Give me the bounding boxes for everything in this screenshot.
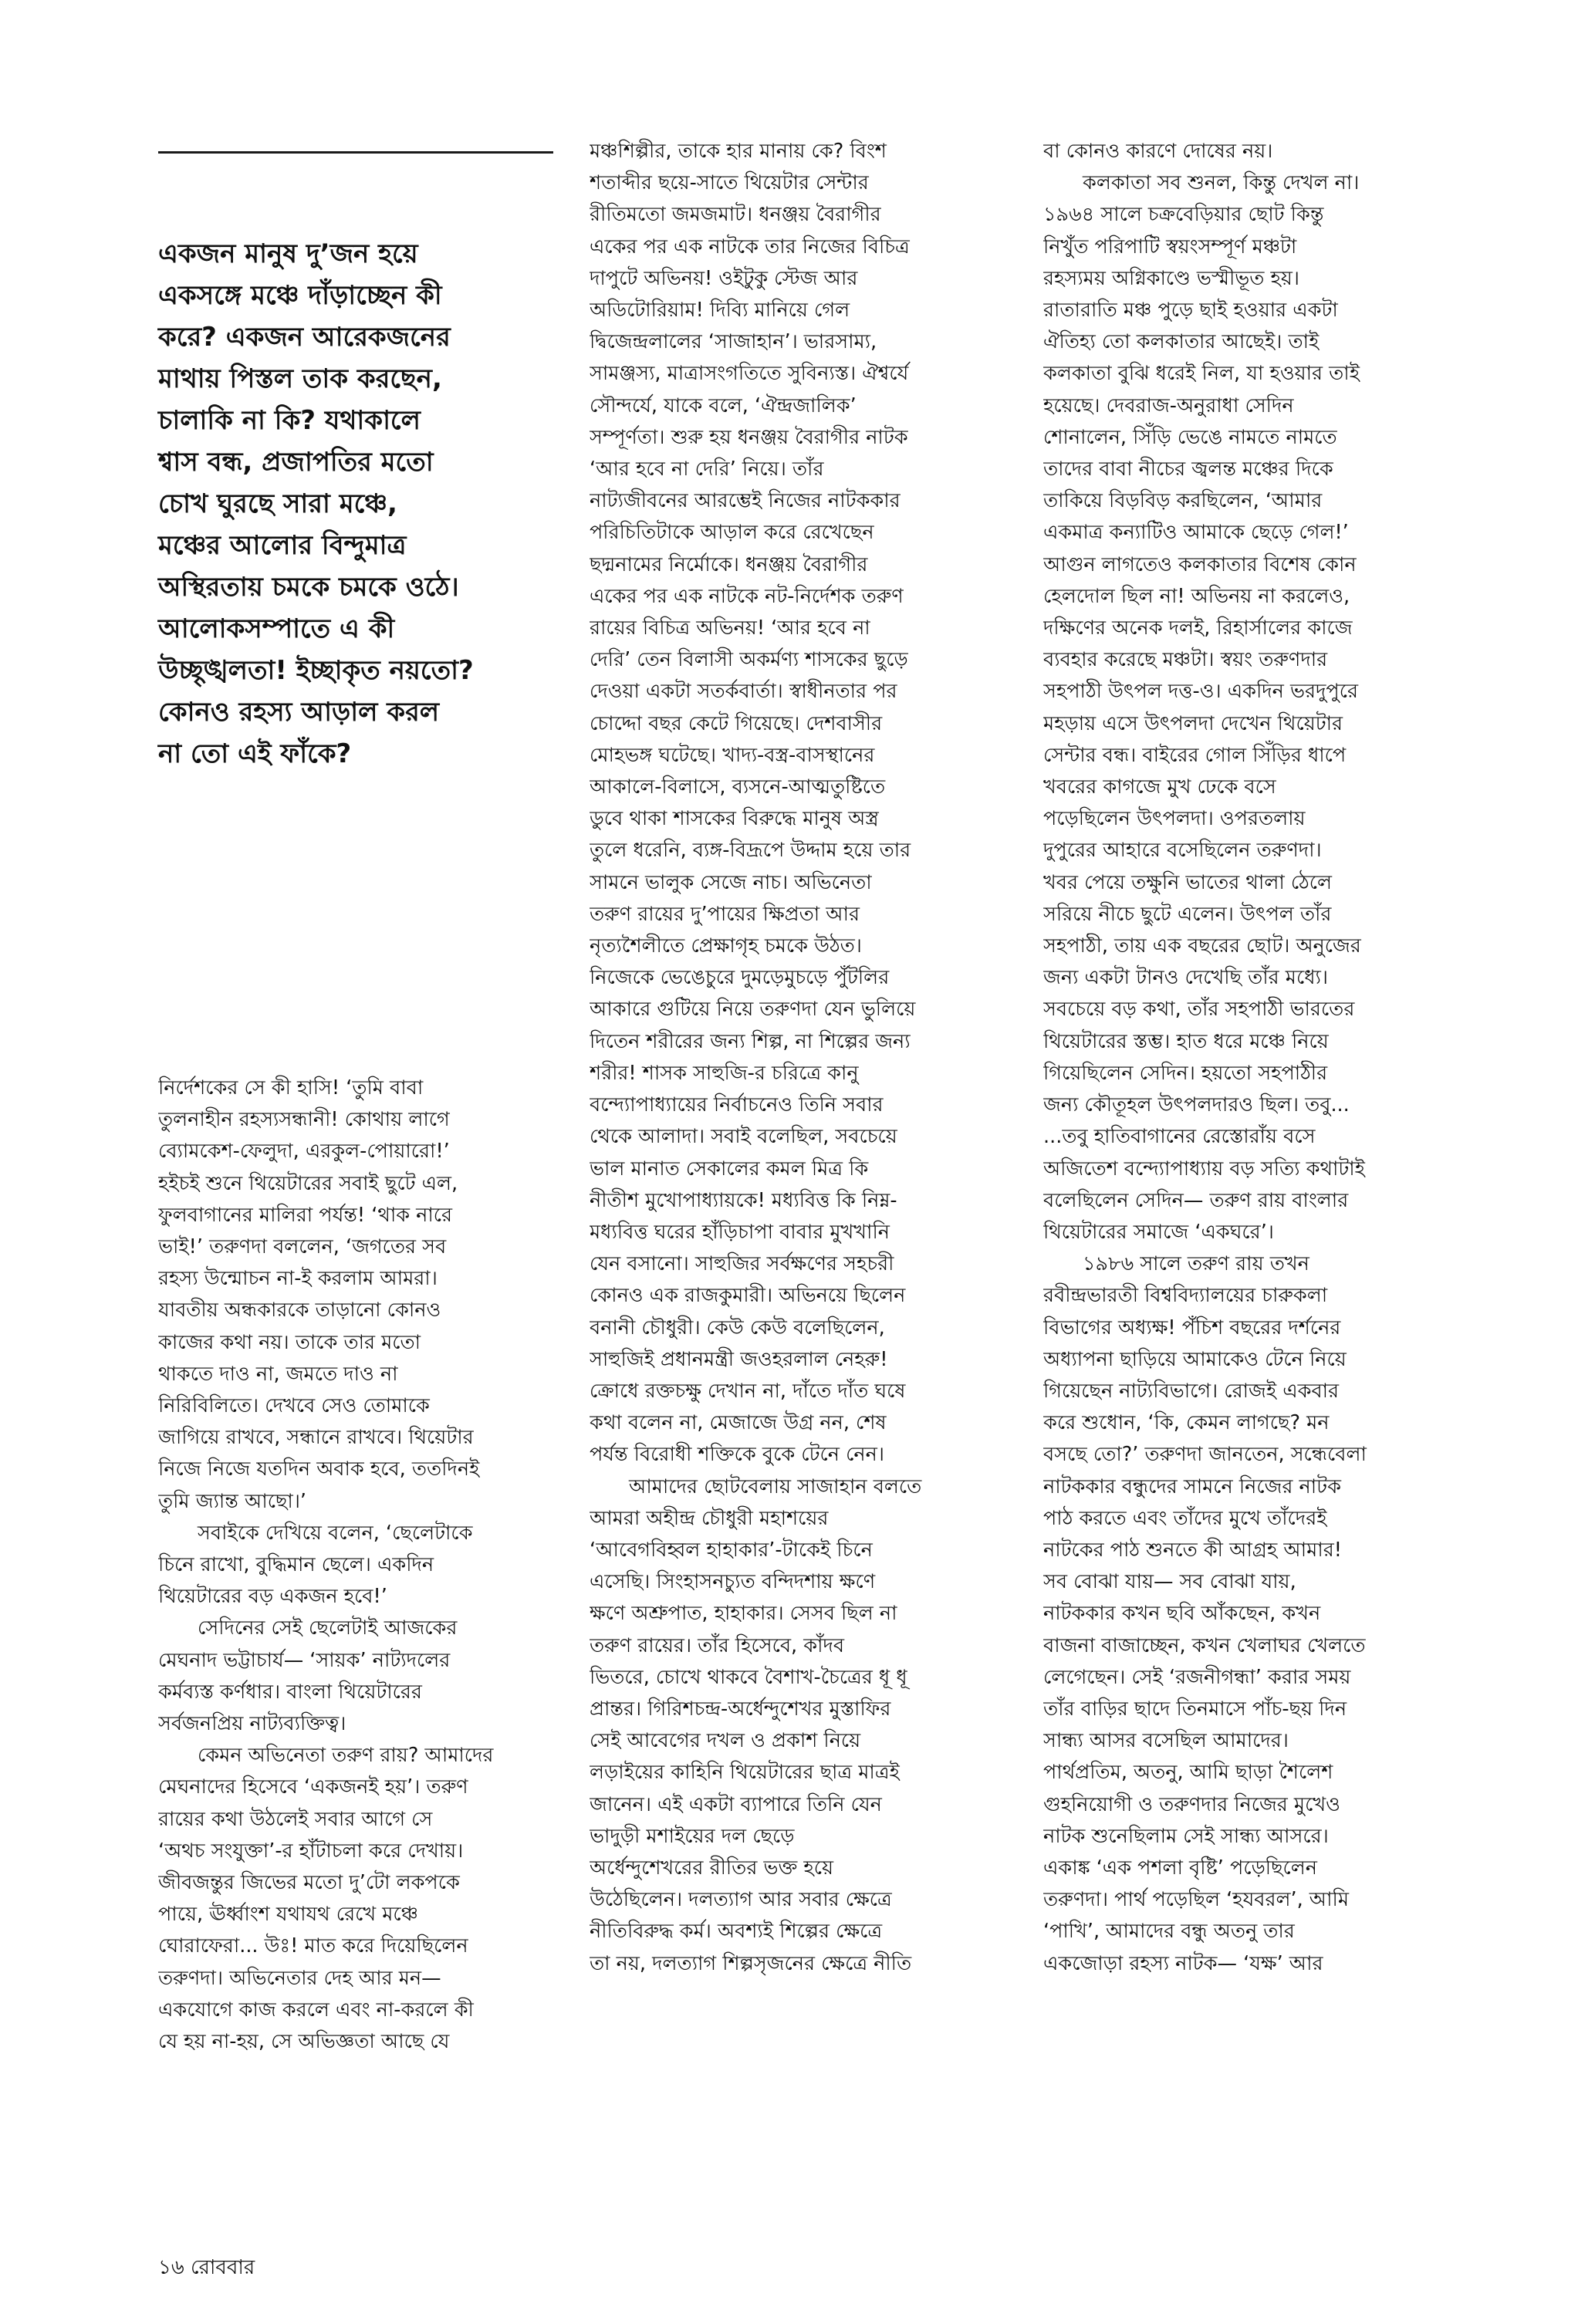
- article-line: ব্যোমকেশ-ফেলুদা, এরকুল-পোয়ারো!’: [158, 1140, 450, 1164]
- article-line: মহড়ায় এসে উৎপলদা দেখেন থিয়েটার: [1043, 711, 1343, 735]
- article-line: সরিয়ে নীচে ছুটে এলেন। উৎপল তাঁর: [1043, 902, 1332, 926]
- article-line: আমাদের ছোটবেলায় সাজাহান বলতে: [590, 1474, 922, 1498]
- article-line: পর্যন্ত বিরোধী শক্তিকে বুকে টেনে নেন।: [590, 1443, 884, 1467]
- article-line: ভাই!’ তরুণদা বললেন, ‘জগতের সব: [158, 1235, 447, 1259]
- pull-quote-line: কোনও রহস্য আড়াল করল: [158, 697, 440, 728]
- article-line: রীতিমতো জমজমাট। ধনঞ্জয় বৈরাগীর: [590, 203, 881, 227]
- article-line: সাহুজিই প্রধানমন্ত্রী জওহরলাল নেহরু!: [590, 1347, 888, 1371]
- article-line: নাটককার বন্ধুদের সামনে নিজের নাটক: [1043, 1474, 1341, 1498]
- article-line: অর্ধেন্দুশেখরের রীতির ভক্ত হয়ে: [590, 1856, 833, 1880]
- article-line: নিজেকে ভেঙেচুরে দুমড়েমুচড়ে পুঁটলির: [590, 966, 890, 990]
- article-line: ‘আবেগবিহ্বল হাহাকার’-টাকেই চিনে: [590, 1538, 873, 1562]
- article-line: দেওয়া একটা সতর্কবার্তা। স্বাধীনতার পর: [590, 680, 897, 704]
- article-line: বাজনা বাজাচ্ছেন, কখন খেলাঘর খেলতে: [1043, 1633, 1366, 1657]
- article-line: নৃত্যশৈলীতে প্রেক্ষাগৃহ চমকে উঠত।: [590, 934, 862, 958]
- article-line: ‘আর হবে না দেরি’ নিয়ে। তাঁর: [590, 458, 824, 481]
- article-line: ঐতিহ্য তো কলকাতার আছেই। তাই: [1043, 330, 1320, 354]
- pull-quote-line: আলোকসম্পাতে এ কী: [158, 613, 395, 644]
- pull-quote-line: অস্থিরতায় চমকে চমকে ওঠে।: [158, 572, 459, 603]
- article-line: নাটককার কখন ছবি আঁকছেন, কখন: [1043, 1602, 1321, 1626]
- article-line: আকালে-বিলাসে, ব্যসনে-আত্মতুষ্টিতে: [590, 775, 886, 799]
- article-line: একযোগে কাজ করলে এবং না-করলে কী: [158, 1998, 474, 2022]
- article-line: বনানী চৌধুরী। কেউ কেউ বলেছিলেন,: [590, 1316, 885, 1339]
- article-line: তরুণদা। পার্থ পড়েছিল ‘হযবরল’, আমি: [1043, 1888, 1349, 1912]
- article-line: মেঘনাদ ভট্টাচার্য— ‘সায়ক’ নাট্যদলের: [158, 1648, 451, 1672]
- article-line: রহস্য উন্মোচন না-ই করলাম আমরা।: [158, 1267, 438, 1291]
- pull-quote-line: শ্বাস বন্ধ, প্রজাপতির মতো: [158, 447, 434, 478]
- article-line: শোনালেন, সিঁড়ি ভেঙে নামতে নামতে: [1043, 425, 1337, 449]
- article-line: ঘোরাফেরা... উঃ! মাত করে দিয়েছিলেন: [158, 1934, 468, 1958]
- article-line: তরুণদা। অভিনেতার দেহ আর মন—: [158, 1966, 441, 1990]
- article-line: থিয়েটারের স্তম্ভ। হাত ধরে মঞ্চে নিয়ে: [1043, 1029, 1329, 1053]
- article-line: তুলনাহীন রহস্যসন্ধানী! কোথায় লাগে: [158, 1108, 450, 1132]
- article-line: ডুবে থাকা শাসকের বিরুদ্ধে মানুষ অস্ত্র: [590, 807, 879, 831]
- article-line: নাটক শুনেছিলাম সেই সান্ধ্য আসরে।: [1043, 1824, 1329, 1848]
- article-line: দক্ষিণের অনেক দলই, রিহার্সালের কাজে: [1043, 616, 1353, 640]
- article-line: গিয়েছেন নাট্যবিভাগে। রোজই একবার: [1043, 1379, 1340, 1403]
- pull-quote-line: করে? একজন আরেকজনের: [158, 322, 451, 353]
- article-line: পায়ে, ঊর্ধ্বাংশ যথাযথ রেখে মঞ্চে: [158, 1903, 418, 1927]
- pull-quote-line: একসঙ্গে মঞ্চে দাঁড়াচ্ছেন কী: [158, 280, 442, 311]
- article-line: তুমি জ্যান্ত আছো।’: [158, 1489, 307, 1513]
- article-line: তরুণ রায়ের দু’পায়ের ক্ষিপ্রতা আর: [590, 902, 860, 926]
- article-line: ...তবু হাতিবাগানের রেস্তোরাঁয় বসে: [1043, 1125, 1316, 1149]
- pull-quote-line: উচ্ছৃঙ্খলতা! ইচ্ছাকৃত নয়তো?: [158, 655, 474, 686]
- article-line: পরিচিতিটাকে আড়াল করে রেখেছেন: [590, 521, 874, 545]
- article-line: কলকাতা সব শুনল, কিন্তু দেখল না।: [1043, 171, 1360, 195]
- article-line: সবাইকে দেখিয়ে বলেন, ‘ছেলেটাকে: [158, 1521, 473, 1545]
- article-line: হয়েছে। দেবরাজ-অনুরাধা সেদিন: [1043, 394, 1294, 417]
- article-line: একাঙ্ক ‘এক পশলা বৃষ্টি’ পড়েছিলেন: [1043, 1856, 1317, 1880]
- pull-quote-line: মাথায় পিস্তল তাক করছেন,: [158, 363, 442, 394]
- article-line: অধ্যাপনা ছাড়িয়ে আমাকেও টেনে নিয়ে: [1043, 1347, 1347, 1371]
- article-line: রায়ের কথা উঠলেই সবার আগে সে: [158, 1807, 433, 1831]
- article-line: কলকাতা বুঝি ধরেই নিল, যা হওয়ার তাই: [1043, 362, 1360, 386]
- article-line: বলেছিলেন সেদিন— তরুণ রায় বাংলার: [1043, 1188, 1349, 1212]
- article-line: সবচেয়ে বড় কথা, তাঁর সহপাঠী ভারতের: [1043, 998, 1355, 1022]
- article-line: ভিতরে, চোখে থাকবে বৈশাখ-চৈত্রের ধূ ধূ: [590, 1665, 907, 1689]
- article-line: ভাল মানাত সেকালের কমল মিত্র কি: [590, 1157, 869, 1181]
- article-line: লড়াইয়ের কাহিনি থিয়েটারের ছাত্র মাত্রই: [590, 1761, 900, 1785]
- pull-quote-line: চোখ ঘুরছে সারা মঞ্চে,: [158, 488, 397, 519]
- article-line: পড়েছিলেন উৎপলদা। ওপরতলায়: [1043, 807, 1306, 831]
- article-line: মেঘনাদের হিসেবে ‘একজনই হয়’। তরুণ: [158, 1775, 468, 1799]
- article-line: রবীন্দ্রভারতী বিশ্ববিদ্যালয়ের চারুকলা: [1043, 1284, 1328, 1308]
- article-line: সামনে ভালুক সেজে নাচ। অভিনেতা: [590, 870, 872, 894]
- article-line: তাদের বাবা নীচের জ্বলন্ত মঞ্চের দিকে: [1043, 458, 1333, 481]
- article-line: থিয়েটারের বড় একজন হবে!’: [158, 1585, 387, 1609]
- article-line: তাঁর বাড়ির ছাদে তিনমাসে পাঁচ-ছয় দিন: [1043, 1697, 1347, 1721]
- article-line: একজোড়া রহস্য নাটক— ‘যক্ষ’ আর: [1043, 1951, 1323, 1975]
- article-line: নির্দেশকের সে কী হাসি! ‘তুমি বাবা: [158, 1076, 424, 1100]
- article-line: সেই আবেগের দখল ও প্রকাশ নিয়ে: [590, 1729, 861, 1753]
- article-line: রাতারাতি মঞ্চ পুড়ে ছাই হওয়ার একটা: [1043, 299, 1338, 323]
- article-line: নীতিবিরুদ্ধ কর্ম। অবশ্যই শিল্পের ক্ষেত্রে: [590, 1920, 883, 1944]
- article-line: খবর পেয়ে তক্ষুনি ভাতের থালা ঠেলে: [1043, 870, 1333, 894]
- article-line: অজিতেশ বন্দ্যোপাধ্যায় বড় সত্যি কথাটাই: [1043, 1157, 1365, 1181]
- article-line: ১৯৬৪ সালে চক্রবেড়িয়ার ছোট কিন্তু: [1043, 203, 1324, 227]
- article-line: চোদ্দো বছর কেটে গিয়েছে। দেশবাসীর: [590, 711, 883, 735]
- article-line: তরুণ রায়ের। তাঁর হিসেবে, কাঁদব: [590, 1633, 845, 1657]
- article-line: মোহভঙ্গ ঘটেছে। খাদ্য-বস্ত্র-বাসস্থানের: [590, 743, 875, 767]
- article-line: নাট্যজীবনের আরম্ভেই নিজের নাটককার: [590, 489, 901, 513]
- article-line: ‘পাখি’, আমাদের বন্ধু অতনু তার: [1043, 1920, 1295, 1944]
- article-line: সেন্টার বন্ধ। বাইরের গোল সিঁড়ির ধাপে: [1043, 743, 1347, 767]
- article-line: পার্থপ্রতিম, অতনু, আমি ছাড়া শৈলেশ: [1043, 1761, 1333, 1785]
- pull-quote-line: মঞ্চের আলোর বিন্দুমাত্র: [158, 530, 407, 561]
- article-line: জানেন। এই একটা ব্যাপারে তিনি যেন: [590, 1792, 882, 1816]
- article-line: ক্রোধে রক্তচক্ষু দেখান না, দাঁতে দাঁত ঘষে: [590, 1379, 906, 1403]
- article-line: সামঞ্জস্য, মাত্রাসংগতিতে সুবিন্যস্ত। ঐশ্বর্যে: [590, 362, 909, 386]
- article-line: বন্দ্যোপাধ্যায়ের নির্বাচনেও তিনি সবার: [590, 1093, 884, 1117]
- article-line: নিখুঁত পরিপাটি স্বয়ংসম্পূর্ণ মঞ্চটা: [1043, 235, 1297, 258]
- article-line: উঠেছিলেন। দলত্যাগ আর সবার ক্ষেত্রে: [590, 1888, 892, 1912]
- article-line: একমাত্র কন্যাটিও আমাকে ছেড়ে গেল!’: [1043, 521, 1349, 545]
- article-line: লেগেছেন। সেই ‘রজনীগন্ধা’ করার সময়: [1043, 1665, 1351, 1689]
- article-line: ছদ্মনামের নির্মোকে। ধনঞ্জয় বৈরাগীর: [590, 552, 868, 576]
- article-line: সর্বজনপ্রিয় নাট্যব্যক্তিত্ব।: [158, 1712, 346, 1736]
- article-line: একের পর এক নাটকে তার নিজের বিচিত্র: [590, 235, 910, 258]
- pull-quote-line: একজন মানুষ দু’জন হয়ে: [158, 238, 418, 269]
- article-line: আগুন লাগতেও কলকাতার বিশেষ কোন: [1043, 552, 1357, 576]
- article-line: সম্পূর্ণতা। শুরু হয় ধনঞ্জয় বৈরাগীর নাটক: [590, 425, 908, 449]
- article-line: নিরিবিলিতে। দেখবে সেও তোমাকে: [158, 1394, 430, 1418]
- article-line: মধ্যবিত্ত ঘরের হাঁড়িচাপা বাবার মুখখানি: [590, 1220, 890, 1244]
- article-line: প্রান্তর। গিরিশচন্দ্র-অর্ধেন্দুশেখর মুস্তাফির: [590, 1697, 891, 1721]
- pull-quote-rule: [158, 151, 553, 154]
- article-line: আকারে গুটিয়ে নিয়ে তরুণদা যেন ভুলিয়ে: [590, 998, 916, 1022]
- article-line: এসেছি। সিংহাসনচ্যুত বন্দিদশায় ক্ষণে: [590, 1570, 876, 1594]
- article-line: থেকে আলাদা। সবাই বলেছিল, সবচেয়ে: [590, 1125, 897, 1149]
- article-line: সান্ধ্য আসর বসেছিল আমাদের।: [1043, 1729, 1289, 1753]
- article-line: কথা বলেন না, মেজাজে উগ্র নন, শেষ: [590, 1411, 887, 1435]
- article-line: জীবজন্তুর জিভের মতো দু’টো লকপকে: [158, 1871, 460, 1895]
- article-line: সহপাঠী উৎপল দত্ত-ও। একদিন ভরদুপুরে: [1043, 680, 1358, 704]
- article-line: ভাদুড়ী মশাইয়ের দল ছেড়ে: [590, 1824, 795, 1848]
- article-line: গুহনিয়োগী ও তরুণদার নিজের মুখেও: [1043, 1792, 1340, 1816]
- article-line: ‘অথচ সংযুক্তা’-র হাঁটাচলা করে দেখায়।: [158, 1839, 464, 1863]
- article-line: যে হয় না-হয়, সে অভিজ্ঞতা আছে যে: [158, 2030, 450, 2054]
- article-line: থাকতে দাও না, জমতে দাও না: [158, 1362, 398, 1386]
- article-column-1: [158, 1072, 559, 2058]
- article-line: হেলদোল ছিল না! অভিনয় না করলেও,: [1043, 584, 1350, 608]
- article-line: তাকিয়ে বিড়বিড় করছিলেন, ‘আমার: [1043, 489, 1323, 513]
- article-line: দ্বিজেন্দ্রলালের ‘সাজাহান’। ভারসাম্য,: [590, 330, 877, 354]
- page-folio: ১৬ রোববার: [158, 2256, 255, 2279]
- article-line: শতাব্দীর ছয়ে-সাতে থিয়েটার সেন্টার: [590, 171, 869, 195]
- article-line: নীতীশ মুখোপাধ্যায়কে! মধ্যবিত্ত কি নিম্ন-: [590, 1188, 897, 1212]
- article-line: জন্য কৌতূহল উৎপলদারও ছিল। তবু...: [1043, 1093, 1350, 1117]
- article-line: সেদিনের সেই ছেলেটাই আজকের: [158, 1616, 458, 1640]
- article-line: হইচই শুনে থিয়েটারের সবাই ছুটে এল,: [158, 1171, 458, 1195]
- article-line: কাজের কথা নয়। তাকে তার মতো: [158, 1330, 421, 1354]
- pull-quote: [158, 233, 559, 775]
- article-line: আমরা অহীন্দ্র চৌধুরী মহাশয়ের: [590, 1506, 829, 1530]
- article-line: সৌন্দর্যে, যাকে বলে, ‘ঐন্দ্রজালিক’: [590, 394, 857, 417]
- article-line: রহস্যময় অগ্নিকাণ্ডে ভস্মীভূত হয়।: [1043, 266, 1300, 290]
- article-line: কর্মব্যস্ত কর্ণধার। বাংলা থিয়েটারের: [158, 1680, 422, 1704]
- article-line: বিভাগের অধ্যক্ষ! পঁচিশ বছরের দর্শনের: [1043, 1316, 1341, 1339]
- article-line: পাঠ করতে এবং তাঁদের মুখে তাঁদেরই: [1043, 1506, 1327, 1530]
- article-line: বা কোনও কারণে দোষের নয়।: [1043, 140, 1273, 163]
- article-line: থিয়েটারের সমাজে ‘একঘরে’।: [1043, 1220, 1274, 1244]
- article-line: রায়ের বিচিত্র অভিনয়! ‘আর হবে না: [590, 616, 870, 640]
- article-line: কোনও এক রাজকুমারী। অভিনয়ে ছিলেন: [590, 1284, 906, 1308]
- article-line: দেরি’ তেন বিলাসী অকর্মণ্য শাসকের ছুড়ে: [590, 648, 908, 672]
- article-line: দুপুরের আহারে বসেছিলেন তরুণদা।: [1043, 839, 1322, 863]
- pull-quote-line: না তো এই ফাঁকে?: [158, 738, 352, 769]
- article-line: তুলে ধরেনি, ব্যঙ্গ-বিদ্রূপে উদ্দাম হয়ে তার: [590, 839, 911, 863]
- article-line: তা নয়, দলত্যাগ শিল্পসৃজনের ক্ষেত্রে নীতি: [590, 1951, 912, 1975]
- article-column-3: [1043, 136, 1452, 1980]
- article-line: চিনে রাখো, বুদ্ধিমান ছেলে। একদিন: [158, 1553, 434, 1577]
- article-line: দাপুটে অভিনয়! ওইটুকু স্টেজ আর: [590, 266, 858, 290]
- article-line: মঞ্চশিল্পীর, তাকে হার মানায় কে? বিংশ: [590, 140, 887, 163]
- article-line: নিজে নিজে যতদিন অবাক হবে, ততদিনই: [158, 1458, 480, 1481]
- article-line: ক্ষণে অশ্রুপাত, হাহাকার। সেসব ছিল না: [590, 1602, 897, 1626]
- article-line: একের পর এক নাটকে নট-নির্দেশক তরুণ: [590, 584, 904, 608]
- article-line: সব বোঝা যায়— সব বোঝা যায়,: [1043, 1570, 1296, 1594]
- article-line: শরীর! শাসক সাহুজি-র চরিত্রে কানু: [590, 1061, 859, 1085]
- article-line: জাগিয়ে রাখবে, সন্ধানে রাখবে। থিয়েটার: [158, 1426, 474, 1450]
- article-line: নাটকের পাঠ শুনতে কী আগ্রহ আমার!: [1043, 1538, 1342, 1562]
- article-line: দিতেন শরীরের জন্য শিল্প, না শিল্পের জন্য: [590, 1029, 911, 1053]
- article-line: ব্যবহার করেছে মঞ্চটা। স্বয়ং তরুণদার: [1043, 648, 1328, 672]
- article-line: যেন বসানো। সাহুজির সর্বক্ষণের সহচরী: [590, 1252, 894, 1276]
- article-line: ১৯৮৬ সালে তরুণ রায় তখন: [1043, 1252, 1309, 1276]
- pull-quote-line: চালাকি না কি? যথাকালে: [158, 405, 421, 436]
- article-line: সহপাঠী, তায় এক বছরের ছোট। অনুজের: [1043, 934, 1361, 958]
- article-line: বসছে তো?’ তরুণদা জানতেন, সন্ধেবেলা: [1043, 1443, 1367, 1467]
- article-line: গিয়েছিলেন সেদিন। হয়তো সহপাঠীর: [1043, 1061, 1328, 1085]
- article-line: কেমন অভিনেতা তরুণ রায়? আমাদের: [158, 1744, 494, 1768]
- article-line: অডিটোরিয়াম! দিব্যি মানিয়ে গেল: [590, 299, 850, 323]
- article-column-2: [590, 136, 1000, 1980]
- article-line: করে শুধোন, ‘কি, কেমন লাগছে? মন: [1043, 1411, 1330, 1435]
- article-line: যাবতীয় অন্ধকারকে তাড়ানো কোনও: [158, 1299, 441, 1322]
- article-line: জন্য একটা টানও দেখেছি তাঁর মধ্যে।: [1043, 966, 1329, 990]
- article-line: খবরের কাগজে মুখ ঢেকে বসে: [1043, 775, 1276, 799]
- article-line: ফুলবাগানের মালিরা পর্যন্ত! ‘থাক নারে: [158, 1203, 453, 1227]
